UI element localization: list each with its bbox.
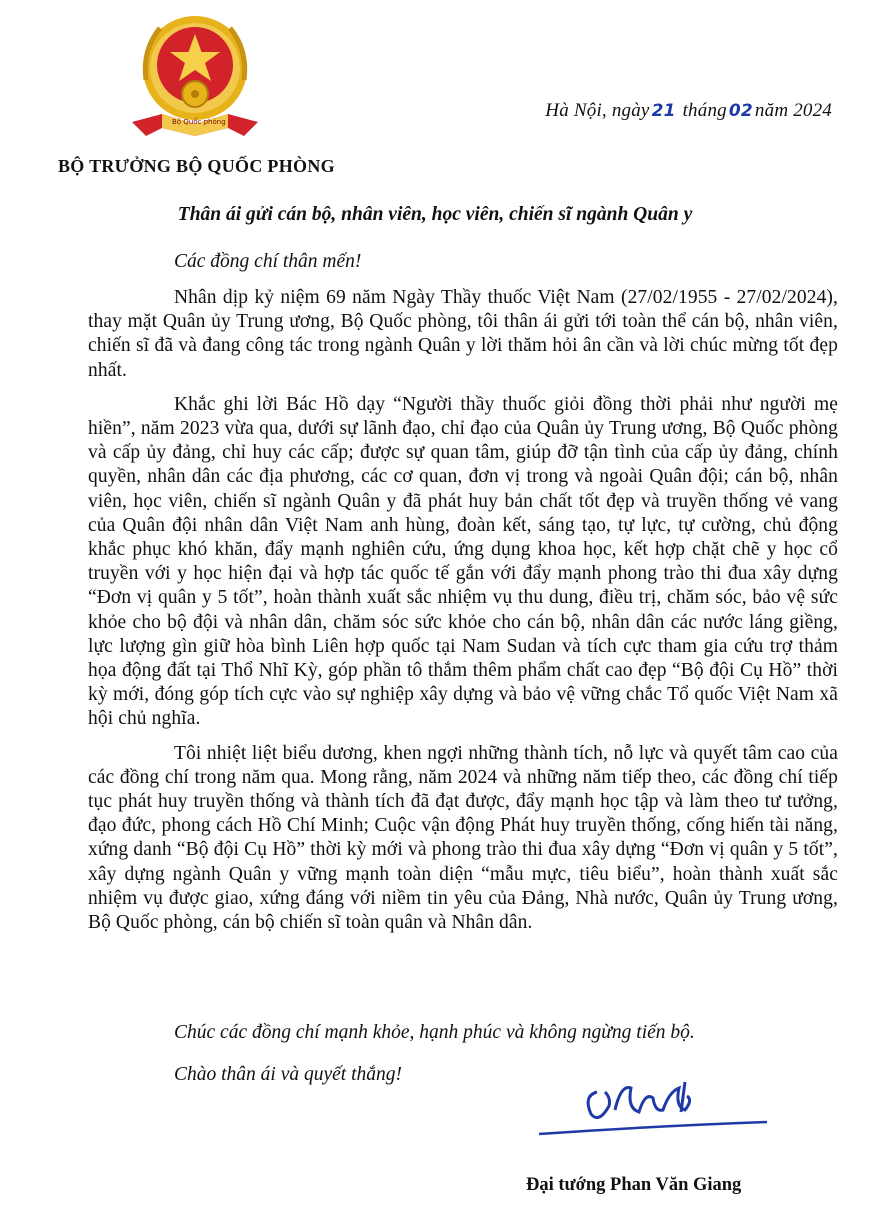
emblem-ribbon-text: Bộ Quốc phòng	[172, 118, 226, 126]
date-middle: tháng	[682, 100, 727, 121]
body-paragraph: Nhân dịp kỷ niệm 69 năm Ngày Thầy thuốc Việt Nam (27/02/1955 - 27/02/2024), thay mặt Quân ủy Trung ương, Bộ Quốc phòng, tôi thân ái gửi tới toàn thể cán bộ, nhân viên, chiến sĩ đã và đang công tác trong ngành Quân y lời thăm hỏi ân cần và lời chúc mừng tốt đẹp nhất.	[88, 287, 838, 381]
date-month: 02	[728, 101, 753, 121]
closing-salute: Chào thân ái và quyết thắng!	[174, 1064, 403, 1085]
body-paragraph: Tôi nhiệt liệt biểu dương, khen ngợi những thành tích, nỗ lực và quyết tâm cao của các đồng chí trong năm qua. Mong rằng, năm 2024 và những năm tiếp theo, các đồng chí tiếp tục phát huy truyền thống và thành tích đã đạt được, đẩy mạnh học tập và làm theo tư tưởng, đạo đức, phong cách Hồ Chí Minh; Cuộc vận động Phát huy truyền thống, cống hiến tài năng, xứng danh “Bộ đội Cụ Hồ” thời kỳ mới và phong trào thi đua xây dựng “Đơn vị quân y 5 tốt”, xây dựng ngành Quân y vững mạnh toàn diện “mẫu mực, tiêu biểu”, hoàn thành xuất sắc nhiệm vụ được giao, xứng đáng với niềm tin yêu của Đảng, Nhà nước, Quân ủy Trung ương, Bộ Quốc phòng, cán bộ chiến sĩ toàn quân và Nhân dân.	[88, 742, 838, 934]
letter-heading: Thân ái gửi cán bộ, nhân viên, học viên, chiến sĩ ngành Quân y	[177, 204, 693, 225]
body-paragraph: Khắc ghi lời Bác Hồ dạy “Người thầy thuốc giỏi đồng thời phải như người mẹ hiền”, năm 2023 vừa qua, dưới sự lãnh đạo, chỉ đạo của Quân ủy Trung ương, Bộ Quốc phòng và cấp ủy đảng, chỉ huy các cấp; được sự quan tâm, giúp đỡ tận tình của cấp ủy đảng, chính quyền, nhân dân các địa phương, các cơ quan, đơn vị trong và ngoài Quân đội; cán bộ, nhân viên, học viên, chiến sĩ ngành Quân y đã phát huy bản chất tốt đẹp và truyền thống vẻ vang của Quân đội nhân dân Việt Nam anh hùng, đoàn kết, sáng tạo, tự lực, tự cường, chủ động khắc phục khó khăn, đẩy mạnh nghiên cứu, ứng dụng khoa học, kết hợp chặt chẽ y học cổ truyền với y học hiện đại và hợp tác quốc tế gắn với đẩy mạnh phong trào thi đua xây dựng “Đơn vị quân y 5 tốt”, hoàn thành xuất sắc nhiệm vụ thu dung, điều trị, chăm sóc, bảo vệ sức khỏe cho bộ đội và nhân dân, chăm sóc sức khỏe cho cán bộ, nhân dân các nước láng giềng, lực lượng gìn giữ hòa bình Liên hợp quốc tại Nam Sudan và tích cực tham gia cứu trợ thảm họa động đất tại Thổ Nhĩ Kỳ, góp phần tô thắm thêm phẩm chất cao đẹp “Bộ đội Cụ Hồ” thời kỳ mới, đóng góp tích cực vào sự nghiệp xây dựng và bảo vệ vững chắc Tổ quốc Việt Nam xã hội chủ nghĩa.	[88, 393, 838, 730]
date-prefix: Hà Nội, ngày	[545, 100, 650, 121]
handwritten-signature-icon	[535, 1062, 775, 1142]
signer-name: Đại tướng Phan Văn Giang	[526, 1175, 742, 1195]
date-suffix: năm 2024	[754, 100, 832, 121]
date-line	[545, 100, 832, 122]
greeting: Các đồng chí thân mến!	[174, 251, 362, 272]
date-day: 21	[651, 101, 676, 121]
sender-title: BỘ TRƯỞNG BỘ QUỐC PHÒNG	[58, 156, 335, 176]
letter-body	[88, 286, 838, 945]
closing-wish: Chúc các đồng chí mạnh khỏe, hạnh phúc và không ngừng tiến bộ.	[174, 1022, 695, 1043]
